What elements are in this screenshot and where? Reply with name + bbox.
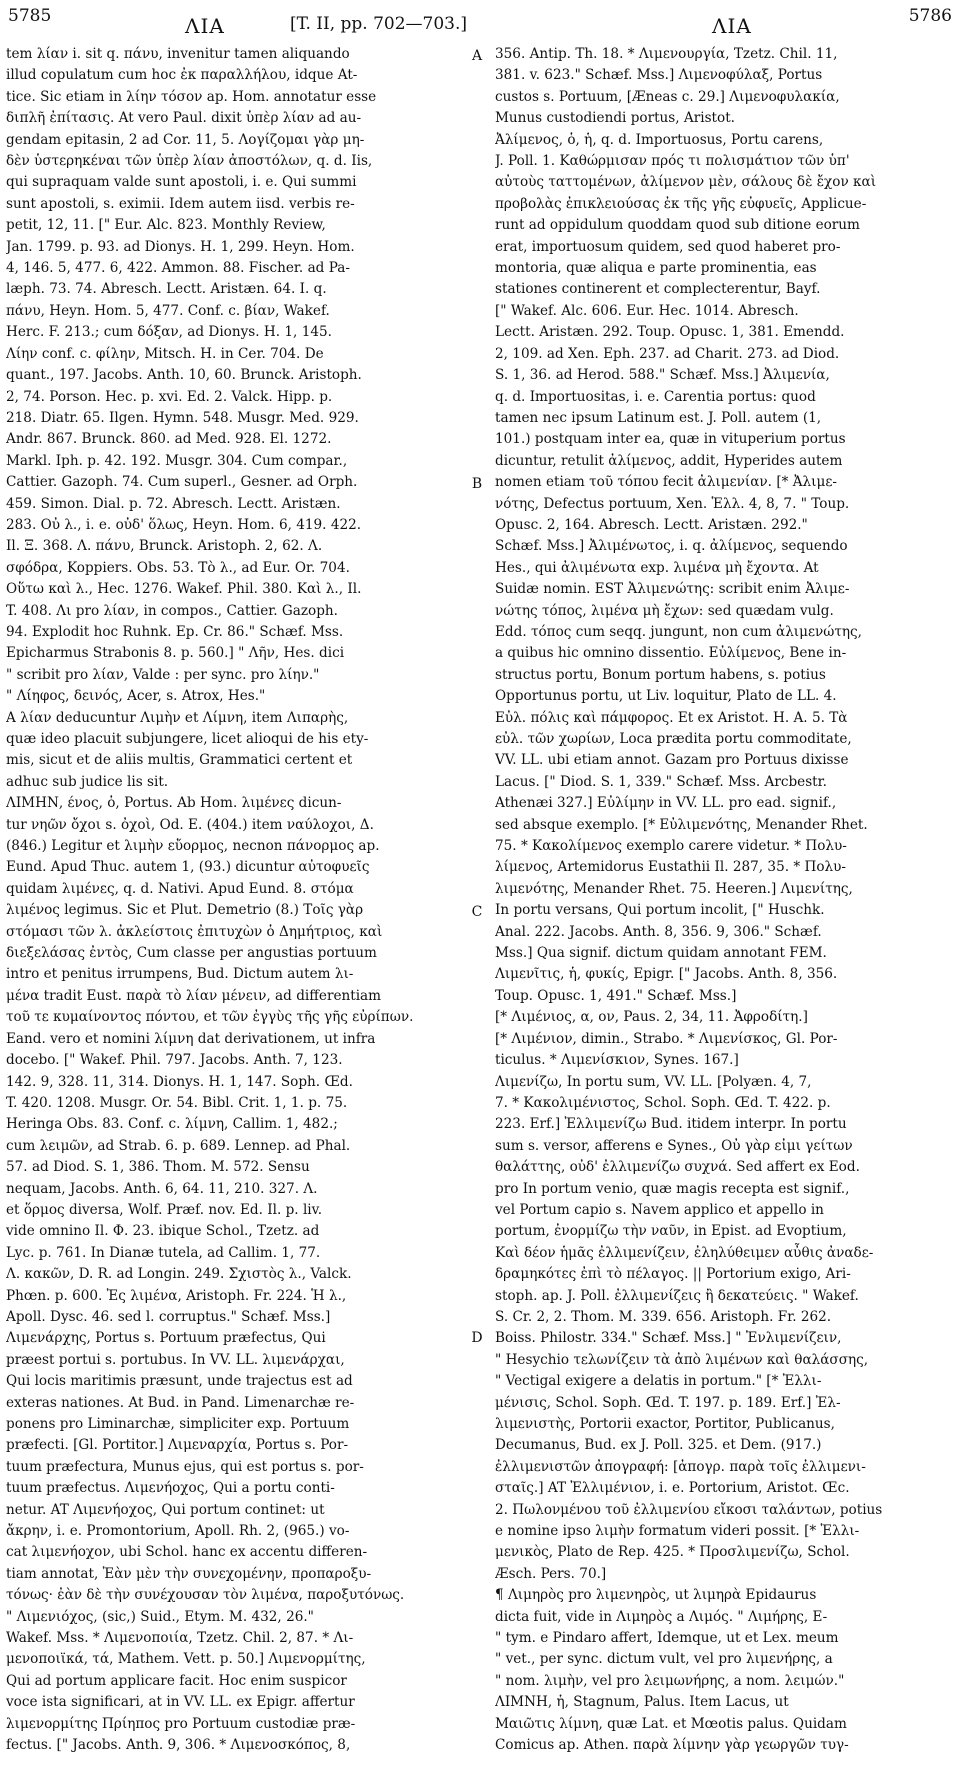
margin-letter-b: B bbox=[471, 476, 483, 492]
text-line: S. 1, 36. ad Herod. 588." Schæf. Mss.] Ἀλιμενία, bbox=[495, 367, 830, 384]
text-line: Phœn. p. 600. Ἐς λιμένα, Aristoph. Fr. 224. Ἡ λ., bbox=[6, 1287, 347, 1304]
text-line: Qui ad portum applicare facit. Hoc enim suspicor bbox=[6, 1672, 347, 1689]
text-line: ΛΙΜΗΝ, ένος, ὁ, Portus. Ab Hom. λιμένες dicun- bbox=[6, 795, 342, 812]
headword-left: ΛΙΑ bbox=[185, 14, 225, 38]
text-line: ¶ Λιμηρὸς pro λιμενηρὸς, ut λιμηρὰ Epidaurus bbox=[495, 1587, 817, 1604]
text-line: Herc. F. 213.; cum δόξαν, ad Dionys. H. 1, 145. bbox=[6, 324, 332, 341]
text-line: Epicharmus Strabonis 8. p. 560.] " Λῆν, Hes. dici bbox=[6, 645, 345, 662]
text-line: T. 408. Λι pro λίαν, in compos., Cattier. Gazoph. bbox=[6, 602, 338, 619]
text-line: 223. Erf.] Ἐλλιμενίζω Bud. itidem interpr. In portu bbox=[495, 1116, 847, 1133]
text-line: μένα tradit Eust. παρὰ τὸ λίαν μένειν, ad differentiam bbox=[6, 987, 382, 1004]
text-line: T. 420. 1208. Musgr. Or. 54. Bibl. Crit. 1, 1. p. 75. bbox=[6, 1094, 348, 1111]
text-line: 75. * Κακολίμενος exemplo carere videtur. * Πολυ- bbox=[495, 838, 847, 855]
text-line: Ἀλίμενος, ὁ, ἡ, q. d. Importuosus, Portu carens, bbox=[495, 131, 824, 148]
text-line: nomen etiam τοῦ τόπου fecit ἀλιμενίαν. [* Ἀλιμε- bbox=[495, 474, 837, 491]
text-line: Λιμενῖτις, ἡ, φυκίς, Epigr. [" Jacobs. Anth. 8, 356. bbox=[495, 966, 838, 983]
text-line: 2. Πωλονμένου τοῦ ἐλλιμενίου εἴκοσι ταλάντων, potius bbox=[495, 1501, 883, 1518]
text-line: ΛΙΜΝΗ, ἡ, Stagnum, Palus. Item Lacus, ut bbox=[495, 1694, 789, 1711]
text-line: θαλάττης, οὐδ' ἐλλιμενίζω συχνά. Sed affert ex Eod. bbox=[495, 1159, 860, 1176]
text-line: τοῦ τε κυμαίνοντος πόντου, et τῶν ἐγγὺς τῆς γῆς εὐρίπων. bbox=[6, 1009, 414, 1026]
text-line: illud copulatum cum hoc ἐκ παραλλήλου, idque At- bbox=[6, 67, 358, 84]
text-line: Λιμενάρχης, Portus s. Portuum præfectus, Qui bbox=[6, 1330, 326, 1347]
text-line: [* Λιμένιον, dimin., Strabo. * Λιμενίσκος, Gl. Por- bbox=[495, 1030, 838, 1047]
text-line: Boiss. Philostr. 334." Schæf. Mss.] " Ἐνλιμενίζειν, bbox=[495, 1330, 842, 1347]
text-line: μενικὸς, Plato de Rep. 425. * Προσλιμενίζω, Schol. bbox=[495, 1544, 850, 1561]
text-line: (846.) Legitur et λιμὴν εὔορμος, necnon πάνορμος ap. bbox=[6, 838, 380, 855]
text-line: sum s. versor, afferens e Synes., Οὐ γὰρ εἰμι γείτων bbox=[495, 1137, 853, 1154]
text-line: Λ. κακῶν, D. R. ad Longin. 249. Σχιστὸς λ., Valck. bbox=[6, 1266, 352, 1283]
text-line: structus portu, Bonum portum habens, s. potius bbox=[495, 666, 826, 683]
text-line: tice. Sic etiam in λίην τόσον ap. Hom. annotatur esse bbox=[6, 88, 377, 105]
text-line: Toup. Opusc. 1, 491." Schæf. Mss.] bbox=[495, 987, 737, 1004]
right-column bbox=[495, 44, 947, 1760]
text-line: Markl. Iph. p. 42. 192. Musgr. 304. Cum compar., bbox=[6, 452, 348, 469]
text-line: ἐλλιμενιστῶν ἀπογραφή: [ἀπογρ. παρὰ τοῖς ἐλλιμενι- bbox=[495, 1458, 866, 1475]
text-line: Æsch. Pers. 70.] bbox=[495, 1565, 607, 1582]
text-line: Apoll. Dysc. 46. sed l. corruptus." Schæf. Mss.] bbox=[6, 1308, 331, 1325]
text-line: " Λιμενιόχος, (sic,) Suid., Etym. M. 432, 26." bbox=[6, 1608, 314, 1625]
text-line: λίμενος, Artemidorus Eustathii Il. 287, 35. * Πολυ- bbox=[495, 859, 846, 876]
text-line: " Hesychio τελωνίζειν τὰ ἀπὸ λιμένων καὶ θαλάσσης, bbox=[495, 1351, 869, 1368]
text-line: netur. AT Λιμενήοχος, Qui portum continet: ut bbox=[6, 1501, 325, 1518]
text-line: vel Portum capio s. Navem applico et appello in bbox=[495, 1201, 824, 1218]
text-line: Mss.] Qua signif. dictum quidam annotant FEM. bbox=[495, 945, 827, 962]
text-line: λιμενιστὴς, Portorii exactor, Portitor, Publicanus, bbox=[495, 1416, 835, 1432]
text-line: Qui locis maritimis præsunt, unde trajectus est ad bbox=[6, 1373, 353, 1390]
text-line: quæ ideo placuit subjungere, licet alioqui de his ety- bbox=[6, 731, 369, 747]
text-line: montoria, quæ aliqua e parte prominentia, eas bbox=[495, 260, 817, 277]
text-line: runt ad oppidulum quoddam quod sub ditione eorum bbox=[495, 217, 860, 234]
text-line: nequam, Jacobs. Anth. 6, 64. 11, 210. 327. Λ. bbox=[6, 1180, 318, 1197]
text-line: pro In portum venio, quæ magis recepta est signif., bbox=[495, 1180, 850, 1197]
text-line: νώτης τόπος, λιμένα μὴ ἔχων: sed quædam vulg. bbox=[495, 602, 834, 619]
text-line: mis, sicut et de aliis multis, Grammatici certent et bbox=[6, 752, 353, 769]
text-line: [* Λιμένιος, α, ον, Paus. 2, 34, 11. Ἀφροδίτη.] bbox=[495, 1009, 808, 1026]
margin-letter-d: D bbox=[471, 1330, 483, 1346]
text-line: Lyc. p. 761. In Dianæ tutela, ad Callim. 1, 77. bbox=[6, 1244, 321, 1261]
text-line: dicuntur, retulit ἀλίμενος, addit, Hyperides autem bbox=[495, 452, 843, 469]
text-line: " scribit pro λίαν, Valde : per sync. pro λίην." bbox=[6, 666, 320, 683]
text-line: σφόδρα, Koppiers. Obs. 53. Τὸ λ., ad Eur. Or. 704. bbox=[6, 559, 350, 576]
text-line: Οὕτω καὶ λ., Hec. 1276. Wakef. Phil. 380. Καὶ λ., Il. bbox=[6, 581, 362, 598]
text-line: Schæf. Mss.] Ἀλιμένωτος, i. q. ἀλίμενος, sequendo bbox=[495, 538, 848, 555]
text-line: ἄκρην, i. e. Promontorium, Apoll. Rh. 2, (965.) vo- bbox=[6, 1523, 350, 1540]
text-line: 283. Οὐ λ., i. e. οὐδ' ὅλως, Heyn. Hom. 6, 419. 422. bbox=[6, 516, 362, 533]
text-line: tem λίαν i. sit q. πάνυ, invenitur tamen aliquando bbox=[6, 46, 350, 62]
text-line: [" Wakef. Alc. 606. Eur. Hec. 1014. Abresch. bbox=[495, 302, 799, 319]
text-line: Jan. 1799. p. 93. ad Dionys. H. 1, 299. Heyn. Hom. bbox=[6, 238, 355, 255]
text-line: Anal. 222. Jacobs. Anth. 8, 356. 9, 306." Schæf. bbox=[495, 923, 822, 940]
text-line: dicta fuit, vide in Λιμηρὸς a Λιμός. " Λιμήρης, E- bbox=[495, 1608, 828, 1625]
text-line: Καὶ δέον ἡμᾶς ἐλλιμενίζειν, ἐληλύθειμεν αὖθις ἀναδε- bbox=[495, 1244, 874, 1261]
text-line: Decumanus, Bud. ex J. Poll. 325. et Dem. (917.) bbox=[495, 1437, 822, 1454]
text-line: εὐλ. τῶν χωρίων, Loca prædita portu commoditate, bbox=[495, 731, 852, 747]
text-line: 94. Explodit hoc Ruhnk. Ep. Cr. 86." Schæf. Mss. bbox=[6, 623, 344, 640]
text-line: πάνυ, Heyn. Hom. 5, 477. Conf. c. βίαν, Wakef. bbox=[6, 302, 330, 319]
text-line: sunt apostoli, s. eximii. Idem autem iisd. verbis re- bbox=[6, 195, 355, 212]
text-line: σταῖς.] AT Ἐλλιμένιον, i. e. Portorium, Aristot. Œc. bbox=[495, 1480, 850, 1497]
text-line: Εὐλ. πόλις καὶ πάμφορος. Et ex Aristot. H. A. 5. Τὰ bbox=[495, 709, 848, 726]
text-line: Cattier. Gazoph. 74. Cum superl., Gesner. ad Orph. bbox=[6, 474, 358, 491]
text-line: voce ista significari, at in VV. LL. ex Epigr. affertur bbox=[6, 1694, 355, 1711]
text-line: tuum præfectus. Λιμενήοχος, Qui a portu conti- bbox=[6, 1480, 335, 1497]
text-line: στόμασι τῶν λ. ἀκλείστοις ἐπιτυχὼν ὁ Δημήτριος, καὶ bbox=[6, 923, 383, 940]
text-line: 459. Simon. Dial. p. 72. Abresch. Lectt. Aristæn. bbox=[6, 495, 341, 512]
text-line: Heringa Obs. 83. Conf. c. λίμνη, Callim. 1, 482.; bbox=[6, 1116, 338, 1133]
text-line: gendam epitasin, 2 ad Cor. 11, 5. Λογίζομαι γὰρ μη- bbox=[6, 131, 365, 148]
text-line: exteras nationes. At Bud. in Pand. Limenarchæ re- bbox=[6, 1394, 355, 1411]
text-line: λιμενορμίτης Πρίηπος pro Portuum custodiæ præ- bbox=[6, 1715, 356, 1732]
text-line: " vet., per sync. dictum vult, vel pro λιμενήρης, a bbox=[495, 1651, 833, 1668]
text-line: Λιμενίζω, In portu sum, VV. LL. [Polyæn. 4, 7, bbox=[495, 1073, 812, 1090]
text-line: præfecti. [Gl. Portitor.] Λιμεναρχία, Portus s. Por- bbox=[6, 1437, 349, 1454]
text-line: adhuc sub judice lis sit. bbox=[6, 773, 169, 790]
text-line: δὲν ὑστερηκέναι τῶν ὑπὲρ λίαν ἀποστόλων, q. d. Iis, bbox=[6, 153, 373, 170]
text-line: Lacus. [" Diod. S. 1, 339." Schæf. Mss. Arcbestr. bbox=[495, 773, 827, 790]
text-line: Andr. 867. Brunck. 860. ad Med. 928. El. 1272. bbox=[6, 431, 332, 448]
text-line: 218. Diatr. 65. Ilgen. Hymn. 548. Musgr. Med. 929. bbox=[6, 409, 359, 426]
text-line: Hes., qui ἀλιμένωτα exp. λιμένα μὴ ἔχοντα. At bbox=[495, 559, 819, 576]
text-line: Comicus ap. Athen. παρὰ λίμνην γὰρ γεωργῶν τυγ- bbox=[495, 1737, 849, 1754]
text-line: ponens pro Liminarchæ, simpliciter exp. Portuum bbox=[6, 1416, 350, 1432]
text-line: fectus. [" Jacobs. Anth. 9, 306. * Λιμενοσκόπος, 8, bbox=[6, 1737, 351, 1754]
text-line: " Vectigal exigere a delatis in portum." [* Ἐλλι- bbox=[495, 1373, 822, 1390]
text-line: stationes continerent et complecterentur, Bayf. bbox=[495, 281, 821, 298]
text-line: λιμένος legimus. Sic et Plut. Demetrio (8.) Τοῖς γὰρ bbox=[6, 902, 364, 919]
text-line: Μαιῶτις λίμνη, quæ Lat. et Mœotis palus. Quidam bbox=[495, 1715, 847, 1732]
text-line: quidam λιμένες, q. d. Nativi. Apud Eund. 8. στόμα bbox=[6, 880, 354, 897]
text-line: αὐτοὺς ταττομένων, ἀλίμενον μὲν, σάλους δὲ ἔχον καὶ bbox=[495, 174, 877, 191]
text-line: In portu versans, Qui portum incolit, [" Huschk. bbox=[495, 902, 825, 919]
text-line: J. Poll. 1. Καθώρμισαν πρός τι πολισμάτιον τῶν ὑπ' bbox=[495, 153, 850, 170]
margin-letter-c: C bbox=[471, 904, 483, 920]
text-line: 7. * Κακολιμένιστος, Schol. Soph. Œd. T. 422. p. bbox=[495, 1094, 831, 1111]
text-line: 142. 9, 328. 11, 314. Dionys. H. 1, 147. Soph. Œd. bbox=[6, 1073, 353, 1090]
text-line: " Λίηφος, δεινός, Acer, s. Atrox, Hes." bbox=[6, 688, 266, 705]
text-line: Munus custodiendi portus, Aristot. bbox=[495, 110, 735, 127]
text-line: 2, 109. ad Xen. Eph. 237. ad Charit. 273. ad Diod. bbox=[495, 345, 840, 362]
text-line: intro et penitus irrumpens, Bud. Dictum autem λι- bbox=[6, 966, 354, 983]
text-line: διεξελάσας ἐντὸς, Cum classe per angustias portuum bbox=[6, 945, 377, 962]
text-line: a quibus hic omnino dissentio. Εὐλίμενος, Bene in- bbox=[495, 645, 847, 662]
text-line: erat, importuosum quidem, sed quod haberet pro- bbox=[495, 238, 841, 255]
page-header bbox=[0, 0, 960, 44]
text-line: Λίην conf. c. φίλην, Mitsch. H. in Cer. 704. De bbox=[6, 345, 324, 362]
text-line: tiam annotat, Ἐὰν μὲν τὴν συνεχομένην, προπαροξυ- bbox=[6, 1565, 372, 1582]
text-line: δραμηκότες ἐπὶ τὸ πέλαγος. || Portorium exigo, Ari- bbox=[495, 1266, 851, 1283]
text-line: tuum præfectura, Munus ejus, qui est portus s. por- bbox=[6, 1458, 364, 1475]
text-line: portum, ἐνορμίζω τὴν ναῦν, in Epist. ad Evoptium, bbox=[495, 1223, 847, 1240]
margin-letter-a: A bbox=[471, 48, 483, 64]
text-line: λιμενότης, Menander Rhet. 75. Heeren.] Λιμενίτης, bbox=[495, 880, 853, 897]
text-line: 381. v. 623." Schæf. Mss.] Λιμενοφύλαξ, Portus bbox=[495, 67, 823, 84]
text-line: stoph. ap. J. Poll. ἐλλιμενίζεις ἢ δεκατεύεις. " Wakef. bbox=[495, 1287, 859, 1304]
text-line: et ὅρμος diversa, Wolf. Præf. nov. Ed. Il. p. liv. bbox=[6, 1201, 323, 1218]
text-line: προβολὰς ἐπικλειούσας ἐκ τῆς γῆς εὐφυεῖς, Applicue- bbox=[495, 195, 867, 212]
text-line: Athenæi 327.] Εὐλίμην in VV. LL. pro ead. signif., bbox=[495, 795, 837, 812]
text-line: cat λιμενήοχον, ubi Schol. hanc ex accentu differen- bbox=[6, 1544, 368, 1561]
text-line: 356. Antip. Th. 18. * Λιμενουργία, Tzetz. Chil. 11, bbox=[495, 46, 838, 62]
text-line: Eund. Apud Thuc. autem 1, (93.) dicuntur αὐτοφυεῖς bbox=[6, 859, 370, 876]
text-line: νότης, Defectus portuum, Xen. Ἑλλ. 4, 8, 7. " Toup. bbox=[495, 495, 850, 512]
text-line: quant., 197. Jacobs. Anth. 10, 60. Brunck. Aristoph. bbox=[6, 367, 362, 384]
text-line: tur νηῶν ὄχοι s. ὀχοὶ, Od. E. (404.) item ναύλοχοι, Δ. bbox=[6, 816, 374, 833]
text-line: Il. Ξ. 368. Λ. πάνυ, Brunck. Aristoph. 2, 62. Λ. bbox=[6, 538, 323, 555]
text-line: cum λειμῶν, ad Strab. 6. p. 689. Lennep. ad Phal. bbox=[6, 1137, 351, 1154]
text-line: e nomine ipso λιμὴν formatum videri possit. [* Ἐλλι- bbox=[495, 1523, 860, 1540]
left-column bbox=[6, 44, 448, 1760]
headword-right: ΛΙΑ bbox=[712, 14, 752, 38]
text-line: 57. ad Diod. S. 1, 386. Thom. M. 572. Sensu bbox=[6, 1159, 310, 1176]
text-line: Suidæ nomin. EST Ἀλιμενώτης: scribit enim Ἀλιμε- bbox=[495, 581, 850, 598]
text-line: Eand. vero et nomini λίμνη dat derivationem, ut infra bbox=[6, 1030, 376, 1047]
text-line: S. Cr. 2, 2. Thom. M. 339. 656. Aristoph. Fr. 262. bbox=[495, 1308, 832, 1325]
text-line: VV. LL. ubi etiam annot. Gazam pro Portuus dixisse bbox=[495, 752, 849, 769]
page-number-left: 5785 bbox=[8, 6, 52, 26]
text-line: custos s. Portuum, [Æneas c. 29.] Λιμενοφυλακία, bbox=[495, 88, 840, 105]
page-number-right: 5786 bbox=[908, 6, 952, 26]
text-line: 2, 74. Porson. Hec. p. xvi. Ed. 2. Valck. Hipp. p. bbox=[6, 388, 333, 405]
text-line: μένισις, Schol. Soph. Œd. T. 197. p. 189. Erf.] Ἐλ- bbox=[495, 1394, 841, 1411]
text-line: Lectt. Aristæn. 292. Toup. Opusc. 1, 381. Emendd. bbox=[495, 324, 845, 341]
text-line: Wakef. Mss. * Λιμενοποιία, Tzetz. Chil. 2, 87. * Λι- bbox=[6, 1630, 354, 1647]
text-line: læph. 73. 74. Abresch. Lectt. Aristæn. 64. I. q. bbox=[6, 281, 327, 298]
text-line: A λίαν deducuntur Λιμὴν et Λίμνη, item Λιπαρὴς, bbox=[6, 709, 349, 726]
text-line: Edd. τόπος cum seqq. jungunt, non cum ἀλιμενώτης, bbox=[495, 623, 862, 640]
text-line: " nom. λιμὴν, vel pro λειμωνήρης, a nom. λειμών." bbox=[495, 1672, 845, 1689]
page-reference: [T. II, pp. 702—703.] bbox=[290, 14, 468, 34]
text-line: sed absque exemplo. [* Εὐλιμενότης, Menander Rhet. bbox=[495, 816, 868, 833]
text-line: tamen nec ipsum Latinum est. J. Poll. autem (1, bbox=[495, 409, 822, 426]
text-line: 4, 146. 5, 477. 6, 422. Ammon. 88. Fischer. ad Pa- bbox=[6, 260, 350, 277]
text-line: vide omnino Il. Φ. 23. ibique Schol., Tzetz. ad bbox=[6, 1223, 320, 1240]
text-line: præest portui s. portubus. In VV. LL. λιμενάρχαι, bbox=[6, 1351, 345, 1368]
text-line: διπλῆ ἐπίτασις. At vero Paul. dixit ὑπὲρ λίαν ad au- bbox=[6, 110, 362, 127]
text-line: q. d. Importuositas, i. e. Carentia portus: quod bbox=[495, 388, 816, 405]
text-line: Opportunus portu, ut Liv. loquitur, Plato de LL. 4. bbox=[495, 688, 837, 705]
text-line: petit, 12, 11. [" Eur. Alc. 823. Monthly Review, bbox=[6, 217, 326, 234]
text-line: " tym. e Pindaro affert, Idemque, ut et Lex. meum bbox=[495, 1630, 839, 1647]
text-line: ticulus. * Λιμενίσκιον, Synes. 167.] bbox=[495, 1052, 739, 1069]
text-line: τόνως· ἐὰν δὲ τὴν συνέχουσαν τὸν λιμένα, παροξυτόνως. bbox=[6, 1587, 405, 1604]
text-line: 101.) postquam inter ea, quæ in vituperium portus bbox=[495, 431, 846, 448]
text-line: μενοποιϊκά, τά, Mathem. Vett. p. 50.] Λιμενορμίτης, bbox=[6, 1651, 366, 1668]
text-line: qui supraquam valde sunt apostoli, i. e. Qui summi bbox=[6, 174, 357, 191]
text-line: Opusc. 2, 164. Abresch. Lectt. Aristæn. 292." bbox=[495, 516, 808, 533]
text-line: docebo. [" Wakef. Phil. 797. Jacobs. Anth. 7, 123. bbox=[6, 1052, 343, 1069]
